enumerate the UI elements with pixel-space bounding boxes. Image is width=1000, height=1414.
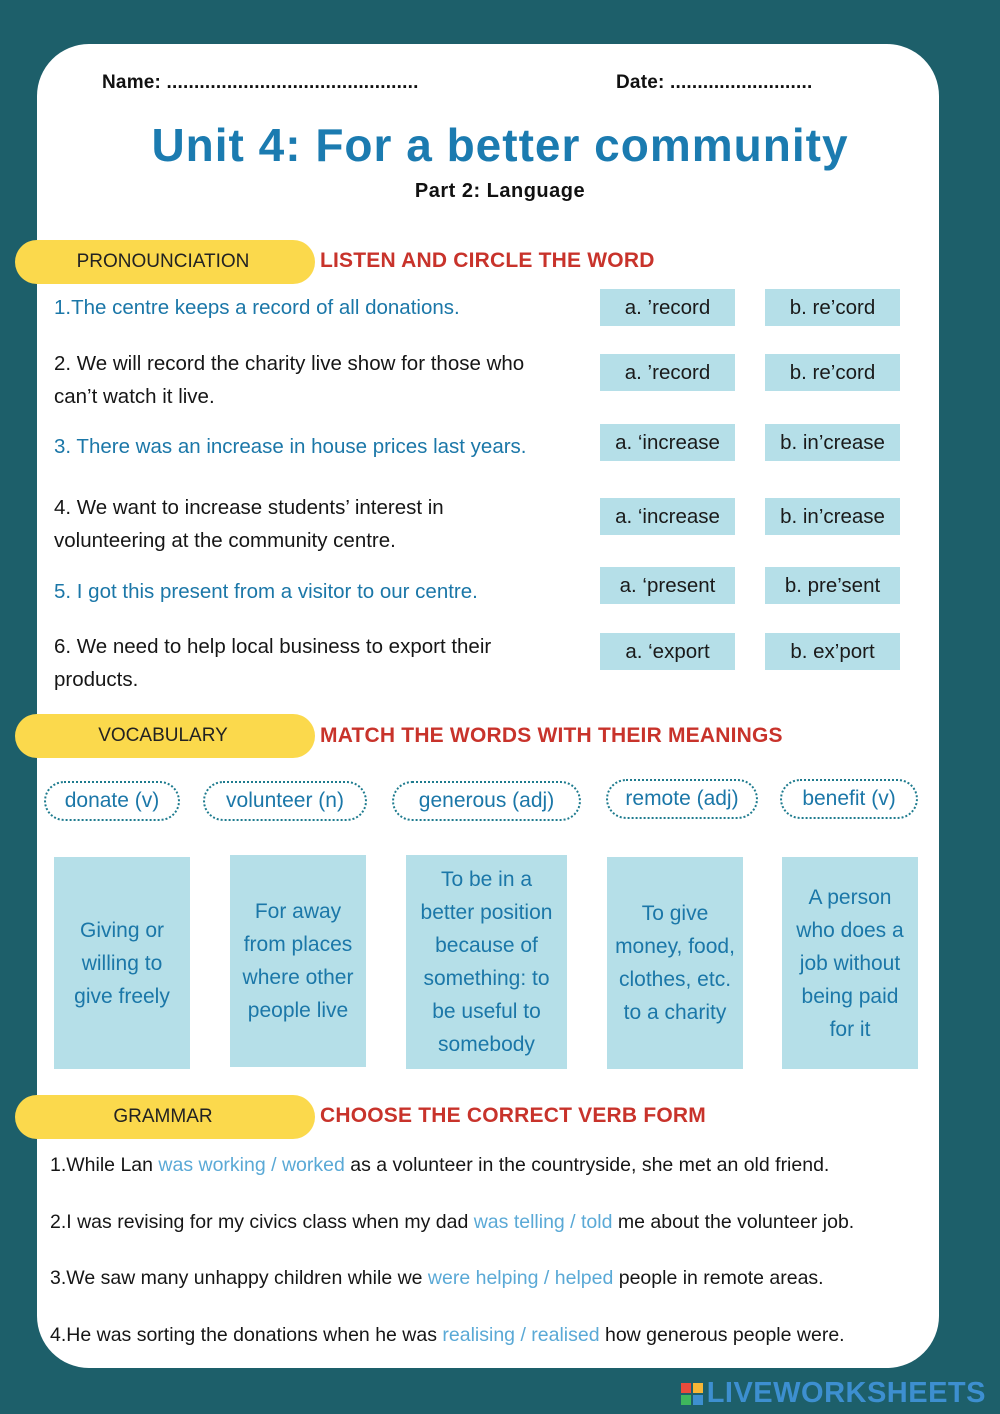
grammar-q3-number: 3. [50,1267,67,1289]
grammar-question-4 [50,1324,950,1347]
pronunciation-q2-option-b[interactable]: b. re’cord [765,354,900,391]
brand-text: LIVEWORKSHEETS [706,1377,986,1409]
grammar-question-2 [50,1211,950,1234]
pronunciation-question-5: 5. I got this present from a visitor to our centre. [54,580,478,603]
pronunciation-question-1: 1.The centre keeps a record of all donations. [54,296,460,319]
pronunciation-q1-option-b[interactable]: b. re’cord [765,289,900,326]
logo-square-1 [681,1383,691,1393]
pronunciation-q6-option-a[interactable]: a. ‘export [600,633,735,670]
vocab-word-donate[interactable]: donate (v) [44,781,180,821]
grammar-q4-before: He was sorting the donations when he was [66,1324,443,1346]
grammar-q2-choice[interactable]: was telling / told [473,1211,613,1233]
grammar-q1-after: as a volunteer in the countryside, she met an old friend. [344,1154,830,1176]
pronunciation-q3-option-b[interactable]: b. in’crease [765,424,900,461]
grammar-q4-after: how generous people were. [599,1324,845,1346]
vocab-meaning-4[interactable]: To give money, food, clothes, etc. to a charity [607,857,743,1069]
grammar-question-3 [50,1267,950,1290]
vocab-word-volunteer[interactable]: volunteer (n) [203,781,367,821]
pronunciation-question-3: 3. There was an increase in house prices last years. [54,435,527,458]
logo-square-3 [681,1395,691,1405]
pronunciation-q2-option-a[interactable]: a. ’record [600,354,735,391]
vocab-meaning-2[interactable]: For away from places where other people live [230,855,366,1067]
pronunciation-q1-option-a[interactable]: a. ’record [600,289,735,326]
pronunciation-q3-option-a[interactable]: a. ‘increase [600,424,735,461]
grammar-q1-choice[interactable]: was working / worked [158,1154,345,1176]
grammar-q2-number: 2. [50,1211,67,1233]
vocab-meaning-1[interactable]: Giving or willing to give freely [54,857,190,1069]
grammar-q2-before: I was revising for my civics class when my dad [66,1211,474,1233]
grammar-q2-after: me about the volunteer job. [612,1211,855,1233]
pronunciation-question-6: 6. We need to help local business to export their products. [54,635,492,691]
vocab-meaning-5[interactable]: A person who does a job without being paid for it [782,857,918,1069]
date-field: Date: .......................... [616,72,813,93]
grammar-q1-before: While Lan [66,1154,159,1176]
grammar-q4-choice[interactable]: realising / realised [442,1324,600,1346]
name-field: Name: .............................................. [102,72,419,93]
vocab-meaning-3[interactable]: To be in a better position because of something: to be useful to somebody [406,855,567,1069]
vocabulary-section-tag: VOCABULARY [15,714,315,758]
pronunciation-q6-option-b[interactable]: b. ex’port [765,633,900,670]
logo-square-2 [693,1383,703,1393]
liveworksheets-logo-icon [681,1383,703,1405]
grammar-instruction: CHOOSE THE CORRECT VERB FORM [320,1104,706,1127]
pronunciation-question-4: 4. We want to increase students’ interest in volunteering at the community centre. [54,496,444,552]
page-subtitle: Part 2: Language [414,180,586,202]
vocabulary-instruction: MATCH THE WORDS WITH THEIR MEANINGS [320,724,783,747]
pronunciation-q5-option-a[interactable]: a. ‘present [600,567,735,604]
grammar-q3-choice[interactable]: were helping / helped [427,1267,614,1289]
vocab-word-generous[interactable]: generous (adj) [392,781,581,821]
grammar-section-tag: GRAMMAR [15,1095,315,1139]
grammar-q3-before: We saw many unhappy children while we [66,1267,428,1289]
liveworksheets-brand[interactable] [681,1377,986,1410]
vocab-word-remote[interactable]: remote (adj) [606,779,758,819]
grammar-q4-number: 4. [50,1324,67,1346]
pronunciation-section-tag: PRONOUNCIATION [15,240,315,284]
grammar-question-1 [50,1154,950,1177]
pronunciation-q5-option-b[interactable]: b. pre’sent [765,567,900,604]
pronunciation-q4-option-a[interactable]: a. ‘increase [600,498,735,535]
pronunciation-q4-option-b[interactable]: b. in’crease [765,498,900,535]
grammar-q3-after: people in remote areas. [613,1267,824,1289]
page-title: Unit 4: For a better community [151,119,849,171]
grammar-q1-number: 1. [50,1154,67,1176]
pronunciation-instruction: LISTEN AND CIRCLE THE WORD [320,249,655,272]
logo-square-4 [693,1395,703,1405]
vocab-word-benefit[interactable]: benefit (v) [780,779,918,819]
pronunciation-question-2: 2. We will record the charity live show for those who can’t watch it live. [54,352,525,408]
